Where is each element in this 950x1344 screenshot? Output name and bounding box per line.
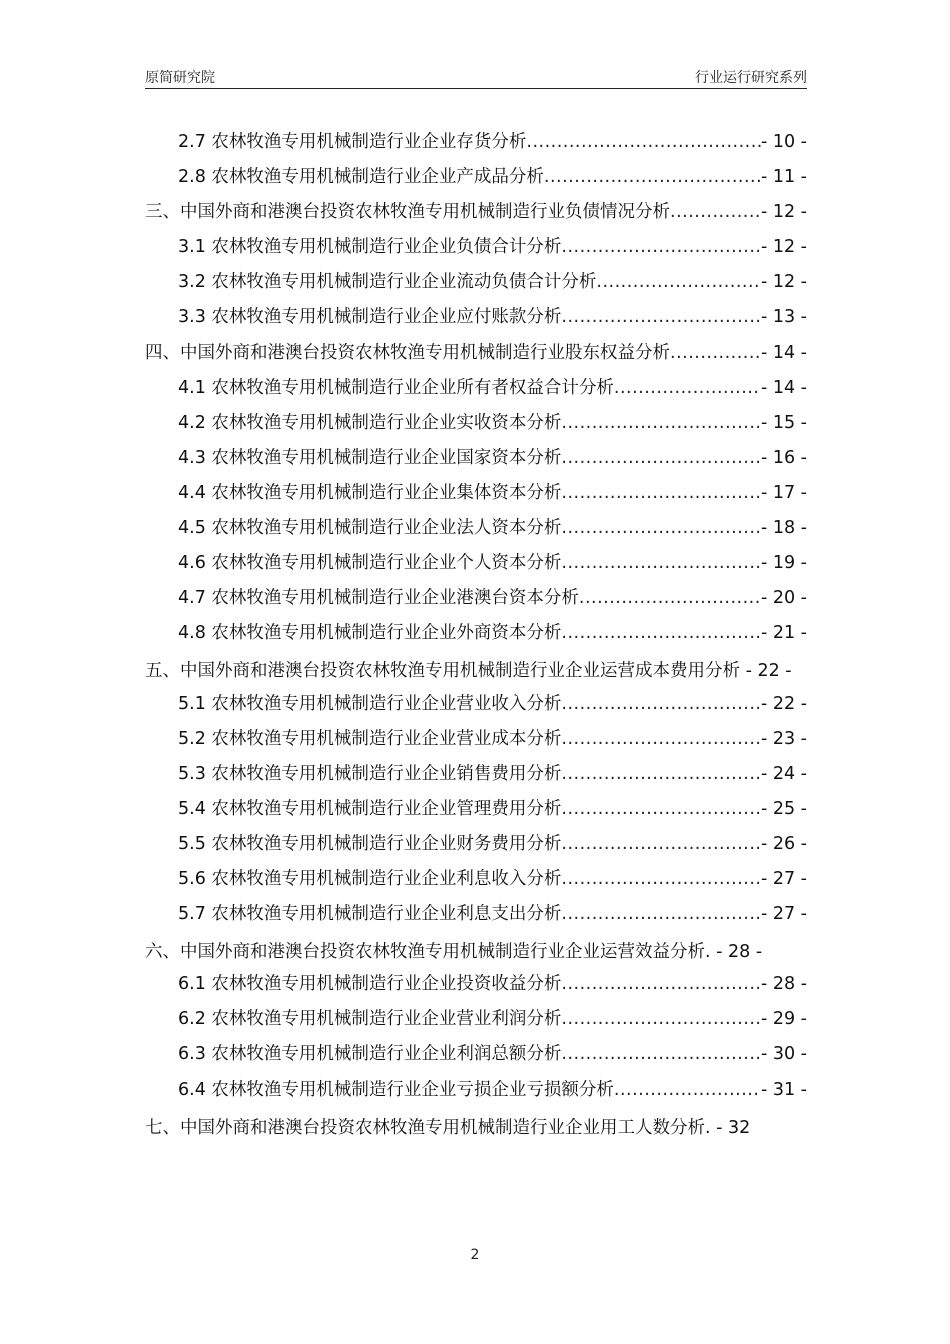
toc-entry-page: - 27 - — [760, 868, 807, 889]
toc-entry-label: 四、中国外商和港澳台投资农林牧渔专用机械制造行业股东权益分析 — [145, 342, 670, 363]
toc-section-entry[interactable] — [145, 760, 807, 795]
toc-entry-page: - 23 - — [760, 728, 807, 749]
toc-entry-label: 五、中国外商和港澳台投资农林牧渔专用机械制造行业企业运营成本费用分析 — [145, 661, 740, 682]
toc-section-entry[interactable] — [145, 374, 807, 409]
header-org-name: 原简研究院 — [145, 70, 215, 86]
toc-section-entry[interactable] — [145, 479, 807, 514]
toc-entry-page: - 11 - — [760, 167, 807, 188]
toc-dot-leader — [561, 764, 761, 784]
toc-entry-label: 3.2 农林牧渔专用机械制造行业企业流动负债合计分析 — [178, 272, 597, 293]
toc-dot-leader — [561, 518, 761, 538]
toc-entry-label: 六、中国外商和港澳台投资农林牧渔专用机械制造行业企业运营效益分析. — [145, 942, 711, 963]
toc-entry-label: 5.4 农林牧渔专用机械制造行业企业管理费用分析 — [178, 798, 562, 819]
toc-dot-leader — [544, 167, 761, 187]
toc-dot-leader — [561, 694, 761, 714]
toc-dot-leader — [561, 553, 761, 573]
toc-entry-page: - 18 - — [760, 518, 807, 539]
toc-section-entry[interactable] — [145, 268, 807, 303]
toc-chapter-entry[interactable] — [145, 198, 807, 233]
toc-dot-leader — [561, 974, 761, 994]
toc-section-entry[interactable] — [145, 163, 807, 198]
toc-entry-label: 4.8 农林牧渔专用机械制造行业企业外商资本分析 — [178, 623, 562, 644]
toc-section-entry[interactable] — [145, 1040, 807, 1075]
toc-section-entry[interactable] — [145, 970, 807, 1005]
toc-entry-label: 6.2 农林牧渔专用机械制造行业企业营业利润分析 — [178, 1009, 562, 1030]
toc-dot-leader — [526, 132, 761, 152]
toc-entry-label: 5.7 农林牧渔专用机械制造行业企业利息支出分析 — [178, 904, 562, 925]
toc-chapter-entry[interactable] — [145, 339, 807, 374]
toc-section-entry[interactable] — [145, 233, 807, 268]
toc-entry-label: 5.2 农林牧渔专用机械制造行业企业营业成本分析 — [178, 728, 562, 749]
toc-entry-label: 4.4 农林牧渔专用机械制造行业企业集体资本分析 — [178, 482, 562, 503]
toc-entry-label: 5.1 农林牧渔专用机械制造行业企业营业收入分析 — [178, 693, 562, 714]
toc-dot-leader — [561, 483, 761, 503]
toc-section-entry[interactable] — [145, 900, 807, 935]
toc-section-entry[interactable] — [145, 619, 807, 654]
toc-section-entry[interactable] — [145, 690, 807, 725]
toc-entry-page: - 31 - — [760, 1079, 807, 1100]
toc-entry-page: - 12 - — [760, 272, 807, 293]
toc-entry-label: 6.3 农林牧渔专用机械制造行业企业利润总额分析 — [178, 1044, 562, 1065]
toc-entry-label: 4.6 农林牧渔专用机械制造行业企业个人资本分析 — [178, 553, 562, 574]
toc-entry-page: - 28 - — [716, 942, 763, 963]
toc-chapter-entry[interactable] — [145, 1111, 807, 1146]
toc-entry-label: 2.7 农林牧渔专用机械制造行业企业存货分析 — [178, 132, 527, 152]
toc-section-entry[interactable] — [145, 725, 807, 760]
toc-dot-leader — [614, 378, 761, 398]
toc-dot-leader — [614, 1080, 761, 1100]
toc-dot-leader — [561, 307, 761, 327]
toc-entry-page: - 28 - — [760, 974, 807, 995]
toc-entry-page: - 27 - — [760, 904, 807, 925]
toc-entry-page: - 30 - — [760, 1044, 807, 1065]
toc-dot-leader — [561, 623, 761, 643]
page-header — [145, 66, 807, 89]
toc-entry-page: - 20 - — [760, 588, 807, 609]
table-of-contents — [145, 128, 807, 1146]
page-number: 2 — [470, 1247, 480, 1263]
toc-dot-leader — [561, 834, 761, 854]
toc-dot-leader — [561, 448, 761, 468]
toc-chapter-entry[interactable] — [145, 654, 807, 689]
toc-entry-page: - 21 - — [760, 623, 807, 644]
toc-entry-label: 5.5 农林牧渔专用机械制造行业企业财务费用分析 — [178, 833, 562, 854]
toc-section-entry[interactable] — [145, 865, 807, 900]
toc-entry-page: - 12 - — [760, 202, 807, 223]
toc-entry-label: 七、中国外商和港澳台投资农林牧渔专用机械制造行业企业用工人数分析. — [145, 1117, 711, 1138]
toc-section-entry[interactable] — [145, 549, 807, 584]
toc-section-entry[interactable] — [145, 128, 807, 163]
toc-entry-page: - 25 - — [760, 798, 807, 819]
toc-entry-page: - 17 - — [760, 482, 807, 503]
toc-dot-leader — [561, 413, 761, 433]
toc-entry-page: - 26 - — [760, 833, 807, 854]
toc-entry-page: - 32 — [716, 1117, 751, 1138]
toc-dot-leader — [561, 904, 761, 924]
toc-entry-label: 4.7 农林牧渔专用机械制造行业企业港澳台资本分析 — [178, 588, 579, 609]
toc-dot-leader — [670, 343, 761, 363]
toc-entry-label: 三、中国外商和港澳台投资农林牧渔专用机械制造行业负债情况分析 — [145, 202, 670, 223]
toc-entry-label: 4.3 农林牧渔专用机械制造行业企业国家资本分析 — [178, 447, 562, 468]
toc-entry-label: 5.3 农林牧渔专用机械制造行业企业销售费用分析 — [178, 763, 562, 784]
toc-section-entry[interactable] — [145, 830, 807, 865]
toc-entry-page: - 24 - — [760, 763, 807, 784]
toc-section-entry[interactable] — [145, 514, 807, 549]
toc-entry-page: - 22 - — [760, 693, 807, 714]
toc-dot-leader — [579, 588, 761, 608]
toc-entry-label: 3.1 农林牧渔专用机械制造行业企业负债合计分析 — [178, 237, 562, 258]
toc-entry-label: 6.4 农林牧渔专用机械制造行业企业亏损企业亏损额分析 — [178, 1079, 614, 1100]
toc-entry-label: 5.6 农林牧渔专用机械制造行业企业利息收入分析 — [178, 868, 562, 889]
toc-section-entry[interactable] — [145, 584, 807, 619]
toc-entry-label: 6.1 农林牧渔专用机械制造行业企业投资收益分析 — [178, 974, 562, 995]
toc-section-entry[interactable] — [145, 1076, 807, 1111]
toc-dot-leader — [561, 1044, 761, 1064]
toc-dot-leader — [561, 729, 761, 749]
toc-dot-leader — [561, 869, 761, 889]
toc-entry-page: - 22 - — [745, 661, 792, 682]
toc-entry-label: 4.1 农林牧渔专用机械制造行业企业所有者权益合计分析 — [178, 377, 614, 398]
toc-chapter-entry[interactable] — [145, 935, 807, 970]
toc-section-entry[interactable] — [145, 303, 807, 338]
toc-entry-page: - 15 - — [760, 412, 807, 433]
toc-section-entry[interactable] — [145, 444, 807, 479]
toc-dot-leader — [596, 272, 761, 292]
toc-entry-page: - 16 - — [760, 447, 807, 468]
toc-section-entry[interactable] — [145, 795, 807, 830]
toc-section-entry[interactable] — [145, 409, 807, 444]
toc-dot-leader — [561, 237, 761, 257]
toc-entry-label: 4.2 农林牧渔专用机械制造行业企业实收资本分析 — [178, 412, 562, 433]
toc-entry-label: 2.8 农林牧渔专用机械制造行业企业产成品分析 — [178, 167, 544, 188]
toc-section-entry[interactable] — [145, 1005, 807, 1040]
toc-entry-label: 3.3 农林牧渔专用机械制造行业企业应付账款分析 — [178, 307, 562, 328]
toc-dot-leader — [670, 202, 761, 222]
toc-entry-page: - 14 - — [760, 377, 807, 398]
toc-entry-page: - 14 - — [760, 342, 807, 363]
toc-entry-page: - 10 - — [760, 132, 807, 152]
toc-entry-page: - 12 - — [760, 237, 807, 258]
toc-dot-leader — [561, 1009, 761, 1029]
toc-dot-leader — [561, 799, 761, 819]
toc-entry-label: 4.5 农林牧渔专用机械制造行业企业法人资本分析 — [178, 518, 562, 539]
header-series-title: 行业运行研究系列 — [695, 70, 807, 86]
toc-entry-page: - 19 - — [760, 553, 807, 574]
toc-entry-page: - 13 - — [760, 307, 807, 328]
toc-entry-page: - 29 - — [760, 1009, 807, 1030]
